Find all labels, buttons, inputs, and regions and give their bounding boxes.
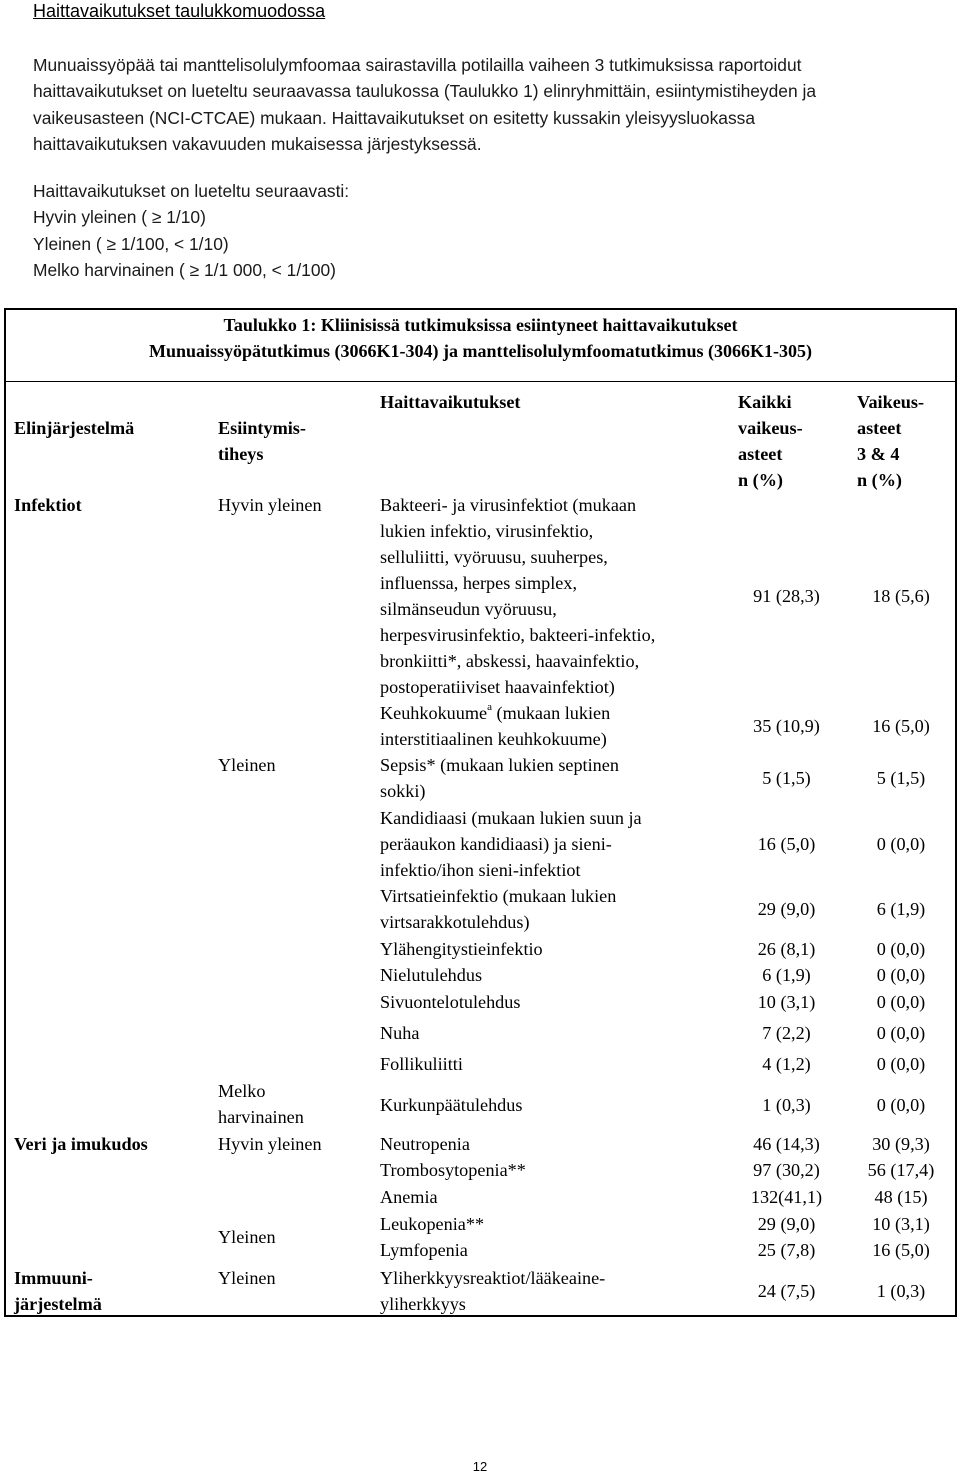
grades-3-4-value: 0 (0,0)	[876, 834, 926, 854]
all-grades-value: 46 (14,3)	[753, 1134, 820, 1154]
header-all-grades-line: n (%)	[738, 470, 783, 490]
all-grades-value: 29 (9,0)	[757, 1214, 816, 1234]
adverse-effect-cell: Kurkunpäätulehdus	[380, 1095, 523, 1115]
frequency-line: Melko harvinainen ( ≥ 1/1 000, < 1/100)	[33, 260, 336, 281]
adverse-effect-cell: Lymfopenia	[380, 1240, 468, 1260]
adverse-effect-line: Sepsis* (mukaan lukien septinen	[380, 755, 619, 775]
adverse-effect-cell	[380, 1265, 605, 1317]
adverse-effect-cell: Anemia	[380, 1187, 438, 1207]
grades-3-4-value: 0 (0,0)	[876, 1095, 926, 1115]
header-all-grades-line: vaikeus-	[738, 418, 803, 438]
grades-3-4-value: 56 (17,4)	[867, 1160, 935, 1180]
header-grades-line: asteet	[857, 418, 902, 438]
header-grades-3-4	[857, 389, 924, 493]
adverse-effect-cell	[380, 805, 642, 883]
adverse-effect-cell	[380, 492, 655, 700]
frequency-definitions	[33, 178, 933, 284]
grades-3-4-value: 18 (5,6)	[872, 586, 930, 606]
all-grades-value: 26 (8,1)	[757, 939, 816, 959]
adverse-effect-line: peräaukon kandidiaasi) ja sieni-	[380, 834, 612, 854]
header-frequency	[218, 415, 306, 467]
header-all-grades-line: Kaikki	[738, 392, 792, 412]
table-caption	[4, 312, 957, 364]
frequency-common: Yleinen	[218, 755, 276, 775]
frequency-very-common: Hyvin yleinen	[218, 1134, 322, 1154]
intro-paragraph	[33, 52, 933, 158]
all-grades-value: 25 (7,8)	[757, 1240, 816, 1260]
intro-line: Munuaissyöpää tai manttelisolulymfoomaa sairastavilla potilailla vaiheen 3 tutkimuksissa raportoidut	[33, 55, 802, 75]
adverse-effect-line: Kandidiaasi (mukaan lukien suun ja	[380, 808, 642, 828]
grades-3-4-value: 0 (0,0)	[876, 965, 926, 985]
system-infections: Infektiot	[14, 495, 82, 515]
adverse-effect-line: Virtsatieinfektio (mukaan lukien	[380, 886, 617, 906]
adverse-effect-line	[380, 700, 610, 726]
adverse-effect-line: selluliitti, vyöruusu, suuherpes,	[380, 547, 608, 567]
system-immune-line: järjestelmä	[14, 1294, 102, 1314]
grades-3-4-value: 0 (0,0)	[876, 939, 926, 959]
header-grades-line: Vaikeus-	[857, 392, 925, 412]
header-system: Elinjärjestelmä	[14, 418, 135, 438]
adverse-effect-line: bronkiitti*, abskessi, haavainfektio,	[380, 651, 640, 671]
frequency-common: Yleinen	[218, 1268, 276, 1288]
grades-3-4-value: 0 (0,0)	[876, 1023, 926, 1043]
frequency-line: Yleinen ( ≥ 1/100, < 1/10)	[33, 233, 229, 254]
frequency-line: Haittavaikutukset on lueteltu seuraavasti:	[33, 181, 350, 201]
grades-3-4-value: 0 (0,0)	[876, 992, 926, 1012]
header-grades-line: 3 & 4	[857, 444, 900, 464]
caption-divider	[4, 381, 957, 382]
system-blood: Veri ja imukudos	[14, 1134, 148, 1154]
adverse-effect-line: herpesvirusinfektio, bakteeri-infektio,	[380, 625, 656, 645]
adverse-effect-cell	[380, 883, 616, 935]
all-grades-value: 24 (7,5)	[757, 1281, 816, 1301]
all-grades-value: 7 (2,2)	[762, 1023, 811, 1043]
adverse-effect-line: influenssa, herpes simplex,	[380, 573, 577, 593]
frequency-uncommon	[218, 1078, 304, 1130]
adverse-effect-line: Yliherkkyysreaktiot/lääkeaine-	[380, 1268, 606, 1288]
grades-3-4-value: 0 (0,0)	[876, 1054, 926, 1074]
page-number: 12	[472, 1459, 488, 1474]
grades-3-4-value: 48 (15)	[874, 1187, 928, 1207]
adverse-effect-line: virtsarakkotulehdus)	[380, 912, 530, 932]
adverse-effect-cell: Neutropenia	[380, 1134, 470, 1154]
frequency-uncommon-line: Melko	[218, 1081, 266, 1101]
system-immune-line: Immuuni-	[14, 1268, 93, 1288]
adverse-effect-line: sokki)	[380, 781, 426, 801]
grades-3-4-value: 16 (5,0)	[872, 1240, 930, 1260]
adverse-effect-line: silmänseudun vyöruusu,	[380, 599, 557, 619]
header-all-grades-line: asteet	[738, 444, 783, 464]
header-all-grades	[738, 389, 803, 493]
grades-3-4-value: 6 (1,9)	[876, 899, 926, 919]
adverse-effect-text: Keuhkokuume	[380, 703, 488, 723]
caption-line-1: Taulukko 1: Kliinisissä tutkimuksissa esiintyneet haittavaikutukset	[223, 315, 738, 335]
adverse-effect-cell: Follikuliitti	[380, 1054, 463, 1074]
grades-3-4-value: 1 (0,3)	[876, 1281, 926, 1301]
adverse-effect-line: postoperatiiviset haavainfektiot)	[380, 677, 615, 697]
adverse-effect-cell	[380, 752, 619, 804]
header-adverse-effects: Haittavaikutukset	[380, 392, 521, 412]
all-grades-value: 35 (10,9)	[753, 716, 820, 736]
adverse-effect-cell: Nielutulehdus	[380, 965, 483, 985]
all-grades-value: 10 (3,1)	[757, 992, 816, 1012]
frequency-common: Yleinen	[218, 1227, 276, 1247]
adverse-effect-cell: Trombosytopenia**	[380, 1160, 526, 1180]
footnote-marker: a	[487, 700, 492, 713]
adverse-effect-cell: Nuha	[380, 1023, 420, 1043]
grades-3-4-value: 5 (1,5)	[876, 768, 926, 788]
all-grades-value: 29 (9,0)	[757, 899, 816, 919]
all-grades-value: 132(41,1)	[750, 1187, 823, 1207]
all-grades-value: 1 (0,3)	[762, 1095, 811, 1115]
header-frequency-line: Esiintymis-	[218, 418, 306, 438]
adverse-effect-text: (mukaan lukien	[491, 703, 611, 723]
all-grades-value: 6 (1,9)	[762, 965, 811, 985]
intro-line: vaikeusasteen (NCI-CTCAE) mukaan. Haittavaikutukset on esitetty kussakin yleisyysluokassa	[33, 107, 756, 128]
intro-line: haittavaikutukset on lueteltu seuraavassa taulukossa (Taulukko 1) elinryhmittäin, esiintymistiheyden ja	[33, 81, 816, 102]
all-grades-value: 5 (1,5)	[762, 768, 811, 788]
adverse-effect-line: yliherkkyys	[380, 1294, 466, 1314]
intro-line: haittavaikutuksen vakavuuden mukaisessa järjestyksessä.	[33, 134, 482, 155]
adverse-effect-line: lukien infektio, virusinfektio,	[380, 521, 594, 541]
header-grades-line: n (%)	[857, 470, 902, 490]
all-grades-value: 16 (5,0)	[757, 834, 816, 854]
adverse-effect-line: interstitiaalinen keuhkokuume)	[380, 729, 607, 749]
adverse-effect-line: Bakteeri- ja virusinfektiot (mukaan	[380, 495, 637, 515]
section-heading: Haittavaikutukset taulukkomuodossa	[33, 1, 326, 21]
all-grades-value: 91 (28,3)	[753, 586, 820, 606]
frequency-line: Hyvin yleinen ( ≥ 1/10)	[33, 207, 206, 228]
frequency-very-common: Hyvin yleinen	[218, 495, 322, 515]
adverse-effect-cell: Leukopenia**	[380, 1214, 485, 1234]
all-grades-value: 4 (1,2)	[762, 1054, 811, 1074]
adverse-effect-cell: Sivuontelotulehdus	[380, 992, 521, 1012]
grades-3-4-value: 16 (5,0)	[872, 716, 930, 736]
all-grades-value: 97 (30,2)	[753, 1160, 820, 1180]
grades-3-4-value: 30 (9,3)	[872, 1134, 930, 1154]
caption-line-2: Munuaissyöpätutkimus (3066K1-304) ja manttelisolulymfoomatutkimus (3066K1-305)	[148, 341, 813, 361]
adverse-effect-cell	[380, 700, 610, 752]
frequency-uncommon-line: harvinainen	[218, 1107, 304, 1127]
adverse-effect-line: infektio/ihon sieni-infektiot	[380, 860, 581, 880]
system-immune	[14, 1265, 102, 1317]
adverse-effect-cell: Ylähengitystieinfektio	[380, 939, 543, 959]
grades-3-4-value: 10 (3,1)	[872, 1214, 930, 1234]
header-frequency-line: tiheys	[218, 444, 264, 464]
